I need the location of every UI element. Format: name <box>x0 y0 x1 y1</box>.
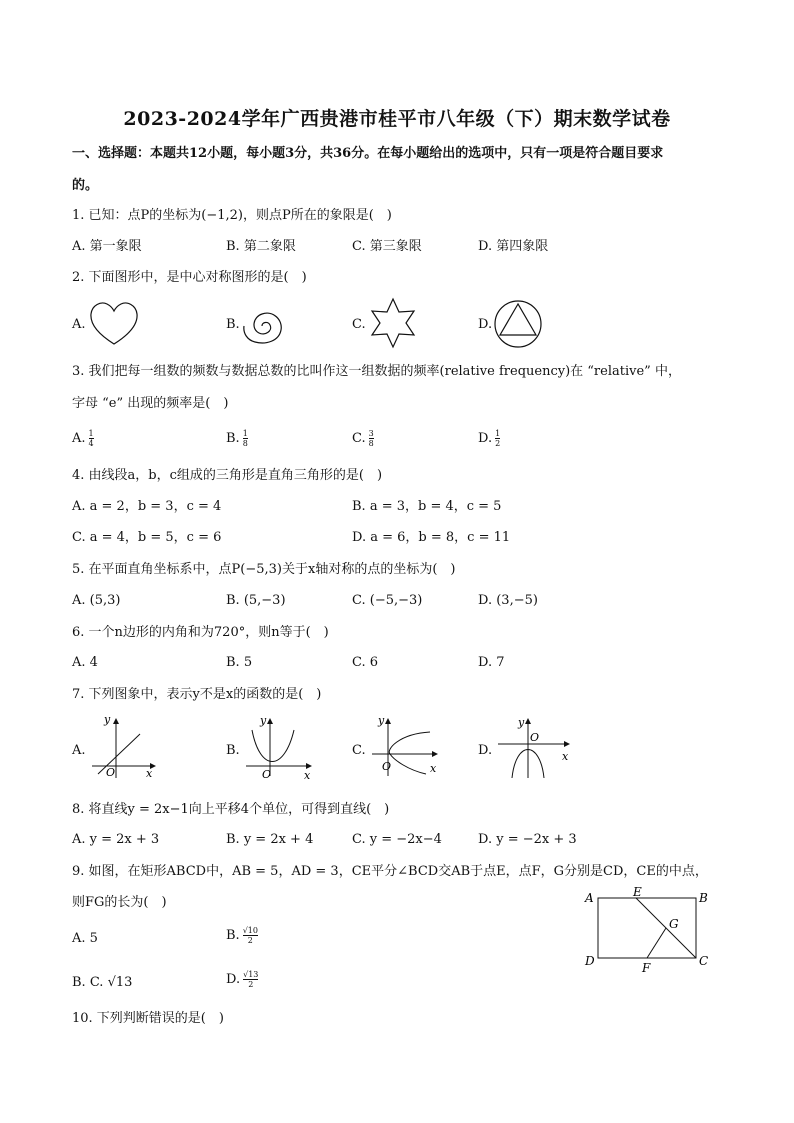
q8-option-d: D. y = −2x + 3 <box>478 832 577 847</box>
q7b-axis-x-label: x <box>304 769 311 782</box>
q9-label-b: B. <box>226 928 240 943</box>
q3-label-c: C. <box>352 431 366 446</box>
q2-stem: 2. 下面图形中，是中心对称图形的是( ) <box>72 270 307 285</box>
q7-label-b: B. <box>226 743 240 758</box>
q7d-axis-x-label: x <box>562 750 569 763</box>
q7d-origin-label: O <box>530 731 540 744</box>
q3-stem: 3. 我们把每一组数的频数与数据总数的比叫作这一组数据的频率(relative frequency)在 “relative” 中， <box>72 364 681 379</box>
q4-option-a: A. a = 2，b = 3，c = 4 <box>72 499 222 514</box>
q3-label-d: D. <box>478 431 493 446</box>
q9-fraction-b: $\frac{√10}{2}$ <box>242 926 258 945</box>
point-f-label: F <box>642 961 651 975</box>
vertex-c-label: C <box>699 954 709 968</box>
q3-fraction-c: $\frac{3}{8}$ <box>368 429 374 448</box>
graph-c-sideways-parabola-icon <box>368 714 444 780</box>
rectangle-abcd-figure <box>580 884 716 976</box>
q6-option-c: C. 6 <box>352 655 379 670</box>
q2-label-a: A. <box>72 317 86 332</box>
q7-label-d: D. <box>478 743 493 758</box>
q7c-axis-x-label: x <box>430 762 437 775</box>
q7a-origin-label: O <box>106 766 116 779</box>
q9-option-d <box>226 970 258 989</box>
q9-option-c: B. C. √13 <box>72 975 133 990</box>
q7a-axis-x-label: x <box>146 767 153 780</box>
q8-option-a: A. y = 2x + 3 <box>72 832 160 847</box>
q7c-origin-label: O <box>382 760 392 773</box>
graph-d-downward-parabola-icon <box>494 714 574 780</box>
q5-option-c: C. (−5,−3) <box>352 593 423 608</box>
q9-option-a: A. 5 <box>72 931 98 946</box>
q2-label-c: C. <box>352 317 366 332</box>
q1-option-c: C. 第三象限 <box>352 239 422 254</box>
q1-stem: 1. 已知：点P的坐标为(−1,2)，则点P所在的象限是( ) <box>72 208 392 223</box>
point-e-label: E <box>633 885 642 899</box>
section-1-instruction-cont: 的。 <box>72 178 99 193</box>
q8-option-c: C. y = −2x−4 <box>352 832 442 847</box>
q3-option-d <box>478 429 500 448</box>
q3-fraction-b: $\frac{1}{8}$ <box>242 429 248 448</box>
q10-stem: 10. 下列判断错误的是( ) <box>72 1011 224 1026</box>
q4-option-b: B. a = 3，b = 4，c = 5 <box>352 499 502 514</box>
q4-option-d: D. a = 6，b = 8，c = 11 <box>352 530 511 545</box>
six-point-star-icon <box>366 296 420 350</box>
q2-label-d: D. <box>478 317 493 332</box>
q8-stem: 8. 将直线y = 2x−1向上平移4个单位，可得到直线( ) <box>72 802 390 817</box>
q8-option-b: B. y = 2x + 4 <box>226 832 314 847</box>
q9-stem-cont: 则FG的长为( ) <box>72 895 167 910</box>
q3-stem-cont: 字母 “e” 出现的频率是( ) <box>72 396 229 411</box>
point-g-label: G <box>669 917 679 931</box>
q2-label-b: B. <box>226 317 240 332</box>
q5-option-a: A. (5,3) <box>72 593 121 608</box>
q9-option-b <box>226 926 258 945</box>
q7b-origin-label: O <box>262 768 272 781</box>
q5-option-d: D. (3,−5) <box>478 593 538 608</box>
vertex-d-label: D <box>585 954 595 968</box>
q1-option-b: B. 第二象限 <box>226 239 296 254</box>
q5-stem: 5. 在平面直角坐标系中，点P(−5,3)关于x轴对称的点的坐标为( ) <box>72 562 456 577</box>
q7-label-a: A. <box>72 743 86 758</box>
circle-triangle-icon <box>492 298 544 350</box>
page-title: 2023-2024学年广西贵港市桂平市八年级（下）期末数学试卷 <box>123 108 671 130</box>
q1-option-d: D. 第四象限 <box>478 239 549 254</box>
q7d-axis-y-label: y <box>518 716 525 729</box>
graph-a-line-icon <box>88 714 160 780</box>
q6-option-d: D. 7 <box>478 655 505 670</box>
spiral-shape-icon <box>240 300 296 346</box>
q4-option-c: C. a = 4，b = 5，c = 6 <box>72 530 222 545</box>
q9-label-d: D. <box>226 972 241 987</box>
q7c-axis-y-label: y <box>378 714 385 727</box>
heart-shape-icon <box>88 300 140 346</box>
q3-fraction-d: $\frac{1}{2}$ <box>495 429 501 448</box>
q4-stem: 4. 由线段a，b，c组成的三角形是直角三角形的是( ) <box>72 468 383 483</box>
q7a-axis-y-label: y <box>104 714 111 726</box>
q7-label-c: C. <box>352 743 366 758</box>
q3-label-a: A. <box>72 431 86 446</box>
q3-option-a <box>72 429 94 448</box>
q3-option-c <box>352 429 374 448</box>
q3-fraction-a: $\frac{1}{4}$ <box>88 429 94 448</box>
q9-stem: 9. 如图，在矩形ABCD中，AB = 5，AD = 3，CE平分∠BCD交AB于点E，点F，G分别是CD，CE的中点， <box>72 864 708 879</box>
vertex-b-label: B <box>699 891 708 905</box>
q7b-axis-y-label: y <box>260 714 267 727</box>
q6-stem: 6. 一个n边形的内角和为720°，则n等于( ) <box>72 625 329 640</box>
q5-option-b: B. (5,−3) <box>226 593 286 608</box>
q6-option-b: B. 5 <box>226 655 253 670</box>
q3-option-b <box>226 429 248 448</box>
q3-label-b: B. <box>226 431 240 446</box>
q9-fraction-d: $\frac{√13}{2}$ <box>243 970 259 989</box>
q7-stem: 7. 下列图象中，表示y不是x的函数的是( ) <box>72 687 322 702</box>
q1-option-a: A. 第一象限 <box>72 239 142 254</box>
q6-option-a: A. 4 <box>72 655 98 670</box>
graph-b-parabola-icon <box>242 712 318 782</box>
vertex-a-label: A <box>585 891 594 905</box>
section-1-instruction: 一、选择题：本题共12小题，每小题3分，共36分。在每小题给出的选项中，只有一项是符合题目要求 <box>72 146 664 161</box>
